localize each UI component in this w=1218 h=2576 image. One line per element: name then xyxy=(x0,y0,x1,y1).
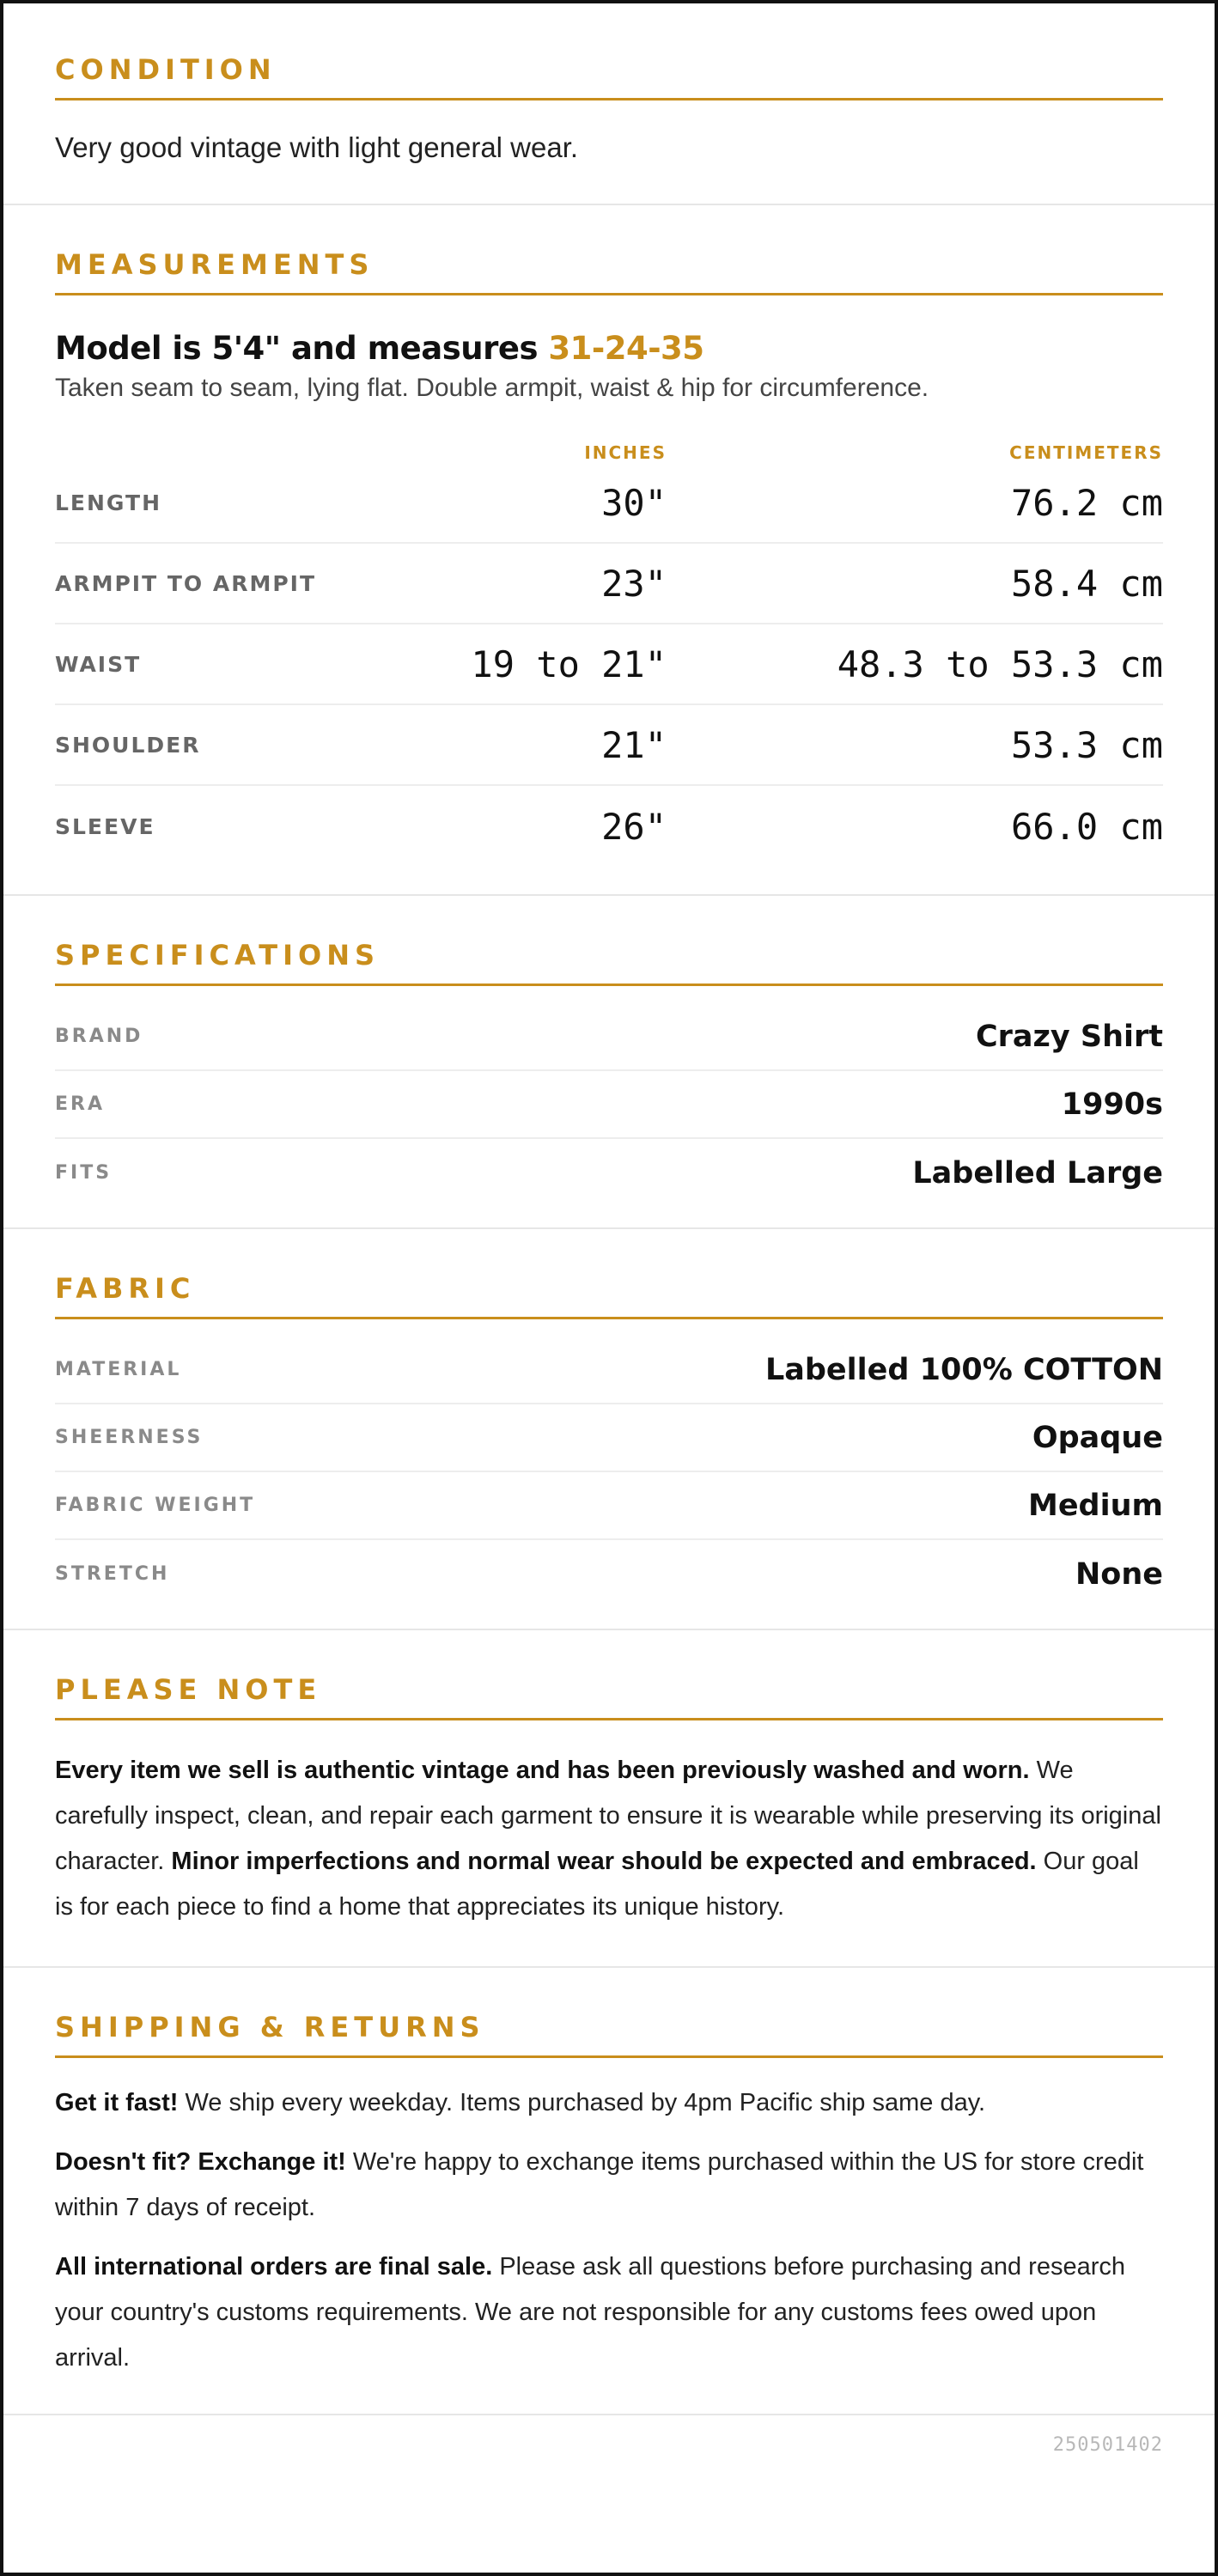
spec-value: Labelled Large xyxy=(912,1155,1163,1191)
note-bold-1: Every item we sell is authentic vintage and has been previously washed and worn. xyxy=(55,1757,1030,1784)
fabric-label: STRETCH xyxy=(55,1563,170,1585)
inches-column-header: INCHES xyxy=(584,442,667,463)
please-note-heading: PLEASE NOTE xyxy=(55,1673,1163,1720)
note-bold-2: Minor imperfections and normal wear should be expected and embraced. xyxy=(171,1848,1037,1875)
measurements-heading: MEASUREMENTS xyxy=(55,248,1163,295)
please-note-section xyxy=(3,1630,1215,1968)
measurements-header-row xyxy=(55,429,1163,463)
table-row xyxy=(55,544,1163,624)
list-item xyxy=(55,1540,1163,1608)
shipping-returns-heading: SHIPPING & RETURNS xyxy=(55,2011,1163,2058)
measurement-label: SHOULDER xyxy=(55,732,201,758)
fabric-label: MATERIAL xyxy=(55,1359,182,1380)
exchange-text: We're happy to exchange items purchased within the US for store credit within 7 days of receipt. xyxy=(55,2148,1144,2221)
measurement-label: WAIST xyxy=(55,651,142,677)
international-text: Please ask all questions before purchasing and research your country's customs requirements. We are not responsible for any customs fees owed upon arrival. xyxy=(55,2253,1126,2372)
fabric-label: SHEERNESS xyxy=(55,1427,204,1448)
fabric-heading: FABRIC xyxy=(55,1272,1163,1319)
fabric-section xyxy=(3,1229,1215,1630)
measurement-label: SLEEVE xyxy=(55,813,155,839)
measurements-section xyxy=(3,205,1215,896)
measurement-inches: 23" xyxy=(601,562,667,605)
specifications-section xyxy=(3,896,1215,1229)
measurement-inches: 26" xyxy=(601,805,667,848)
measurement-label: LENGTH xyxy=(55,490,161,515)
measurement-inches: 21" xyxy=(601,723,667,766)
list-item xyxy=(55,1472,1163,1540)
condition-section xyxy=(3,3,1215,205)
fabric-value: Medium xyxy=(1027,1488,1163,1523)
condition-heading: CONDITION xyxy=(55,53,1163,100)
item-code: 250501402 xyxy=(1052,2434,1163,2456)
measurement-inches: 19 to 21" xyxy=(471,642,667,685)
spec-label: BRAND xyxy=(55,1026,143,1047)
shipping-bold: Get it fast! xyxy=(55,2089,179,2116)
fabric-value: None xyxy=(1075,1556,1163,1592)
table-row xyxy=(55,463,1163,544)
spec-value: 1990s xyxy=(1061,1087,1163,1122)
table-row xyxy=(55,624,1163,705)
fabric-label: FABRIC WEIGHT xyxy=(55,1495,256,1516)
specifications-heading: SPECIFICATIONS xyxy=(55,939,1163,986)
model-measures-value: 31-24-35 xyxy=(548,330,704,367)
measurement-cm: 48.3 to 53.3 cm xyxy=(837,642,1163,685)
international-bold: All international orders are final sale. xyxy=(55,2253,493,2281)
measurement-method-note: Taken seam to seam, lying flat. Double armpit, waist & hip for circumference. xyxy=(55,374,929,402)
fabric-list xyxy=(55,1337,1163,1608)
spec-label: FITS xyxy=(55,1162,113,1184)
model-measures-line xyxy=(55,330,1163,367)
note-text-1: We carefully inspect, clean, and repair each garment to ensure it is wearable while preserving its original character. xyxy=(55,1757,1161,1875)
measurement-cm: 53.3 cm xyxy=(1010,723,1163,766)
measurements-table xyxy=(55,429,1163,867)
list-item xyxy=(55,1003,1163,1071)
exchange-bold: Doesn't fit? Exchange it! xyxy=(55,2148,346,2176)
measurement-inches: 30" xyxy=(601,481,667,524)
list-item xyxy=(55,1071,1163,1139)
measurement-cm: 76.2 cm xyxy=(1010,481,1163,524)
model-prefix: Model is 5'4" and measures xyxy=(55,330,549,367)
list-item xyxy=(55,1337,1163,1404)
fabric-value: Labelled 100% COTTON xyxy=(764,1352,1163,1387)
exchange-note xyxy=(55,2140,1163,2231)
spec-value: Crazy Shirt xyxy=(975,1019,1163,1054)
note-text-2: Our goal is for each piece to find a home that appreciates its unique history. xyxy=(55,1848,1139,1921)
condition-text: Very good vintage with light general wear. xyxy=(55,131,579,163)
fabric-value: Opaque xyxy=(1032,1420,1163,1455)
shipping-speed-note xyxy=(55,2080,1163,2126)
measurement-cm: 66.0 cm xyxy=(1010,805,1163,848)
list-item xyxy=(55,1139,1163,1207)
table-row xyxy=(55,705,1163,786)
measurement-label: ARMPIT TO ARMPIT xyxy=(55,570,317,596)
specifications-list xyxy=(55,1003,1163,1207)
shipping-text: We ship every weekday. Items purchased by 4pm Pacific ship same day. xyxy=(178,2089,986,2116)
spec-label: ERA xyxy=(55,1093,105,1115)
measurement-cm: 58.4 cm xyxy=(1010,562,1163,605)
table-row xyxy=(55,786,1163,867)
shipping-returns-section xyxy=(3,1968,1215,2415)
centimeters-column-header: CENTIMETERS xyxy=(1009,442,1163,463)
authenticity-note xyxy=(55,1748,1163,1930)
international-note xyxy=(55,2244,1163,2381)
list-item xyxy=(55,1404,1163,1472)
